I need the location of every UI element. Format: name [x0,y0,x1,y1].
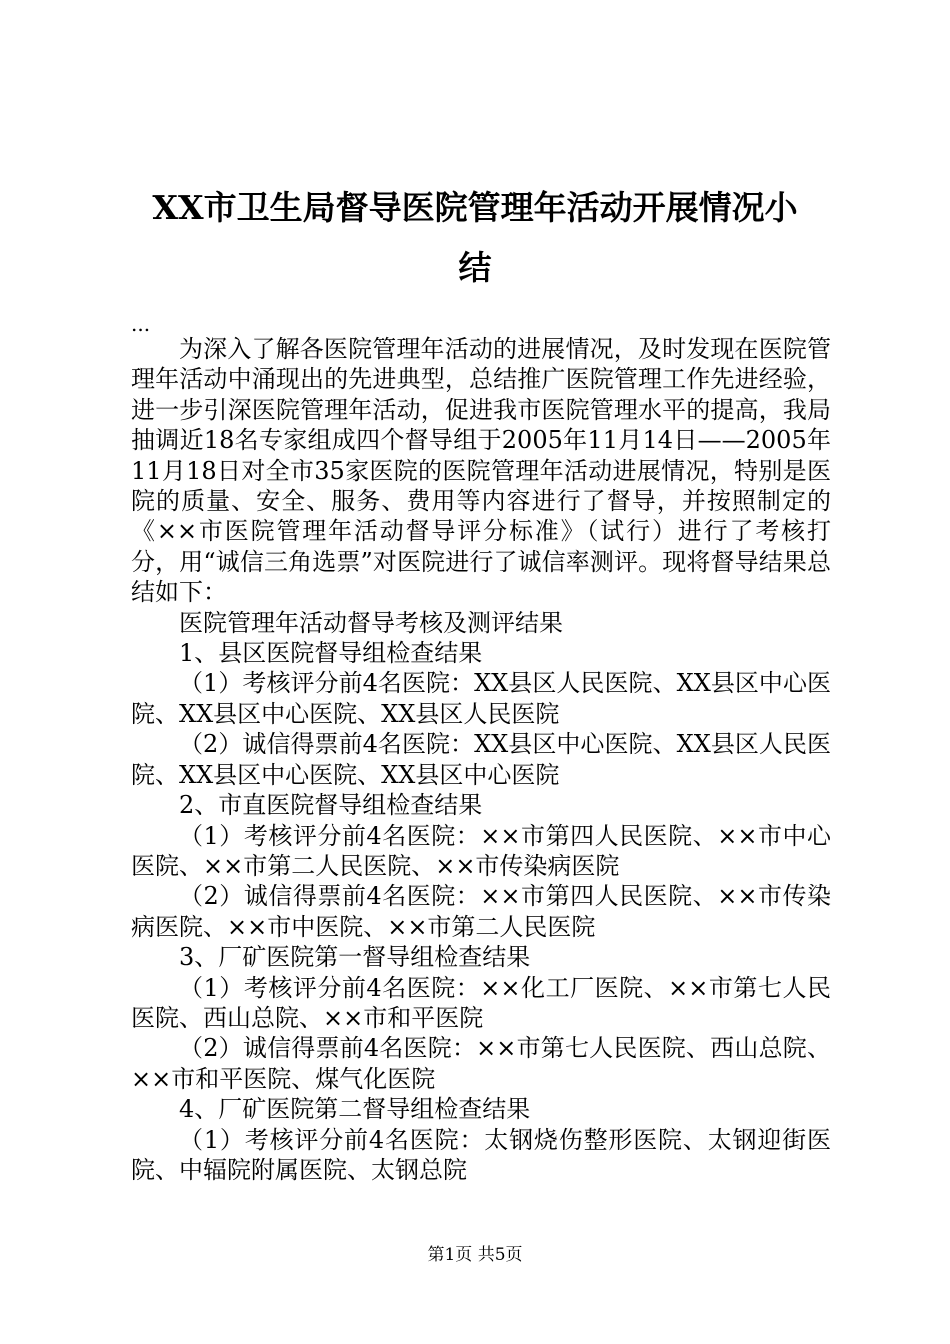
group-1-heading: 1、县区医院督导组检查结果 [179,639,483,668]
group-1-vote-result: （2）诚信得票前4名医院：XX县区中心医院、XX县区人民医院、XX县区中心医院、XX县区中心医院 [131,730,831,789]
group-3-score-result: （1）考核评分前4名医院：××化工厂医院、××市第七人民医院、西山总院、××市和平医院 [131,973,831,1032]
group-3-heading: 3、厂矿医院第一督导组检查结果 [179,943,531,972]
document-title-line-1: XX市卫生局督导医院管理年活动开展情况小 [152,188,798,227]
document-body [131,312,831,1185]
group-2-score-result: （1）考核评分前4名医院：××市第四人民医院、××市中心医院、××市第二人民医院、××市传染病医院 [131,821,831,880]
group-4-heading: 4、厂矿医院第二督导组检查结果 [179,1095,531,1124]
group-1-score-result: （1）考核评分前4名医院：XX县区人民医院、XX县区中心医院、XX县区中心医院、XX县区人民医院 [131,669,831,728]
section-heading: 医院管理年活动督导考核及测评结果 [179,608,563,637]
page-number-footer: 第1页 共5页 [427,1245,523,1265]
group-2-vote-result: （2）诚信得票前4名医院：××市第四人民医院、××市传染病医院、××市中医院、××市第二人民医院 [131,882,831,941]
ellipsis-marker: ... [131,312,151,336]
group-3-vote-result: （2）诚信得票前4名医院：××市第七人民医院、西山总院、××市和平医院、煤气化医院 [131,1034,831,1093]
group-2-heading: 2、市直医院督导组检查结果 [179,791,483,820]
intro-paragraph: 为深入了解各医院管理年活动的进展情况，及时发现在医院管理年活动中涌现出的先进典型，总结推广医院管理工作先进经验，进一步引深医院管理年活动，促进我市医院管理水平的提高，我局抽调近18名专家组成四个督导组于2005年11月14日——2005年11月18日对全市35家医院的医院管理年活动进展情况，特别是医院的质量、安全、服务、费用等内容进行了督导，并按照制定的《××市医院管理年活动督导评分标准》（试行）进行了考核打分，用“诚信三角选票”对医院进行了诚信率测评。现将督导结果总结如下： [131,335,831,607]
document-title-line-2: 结 [458,248,492,287]
group-4-score-result: （1）考核评分前4名医院：太钢烧伤整形医院、太钢迎街医院、中辐院附属医院、太钢总院 [131,1125,831,1184]
